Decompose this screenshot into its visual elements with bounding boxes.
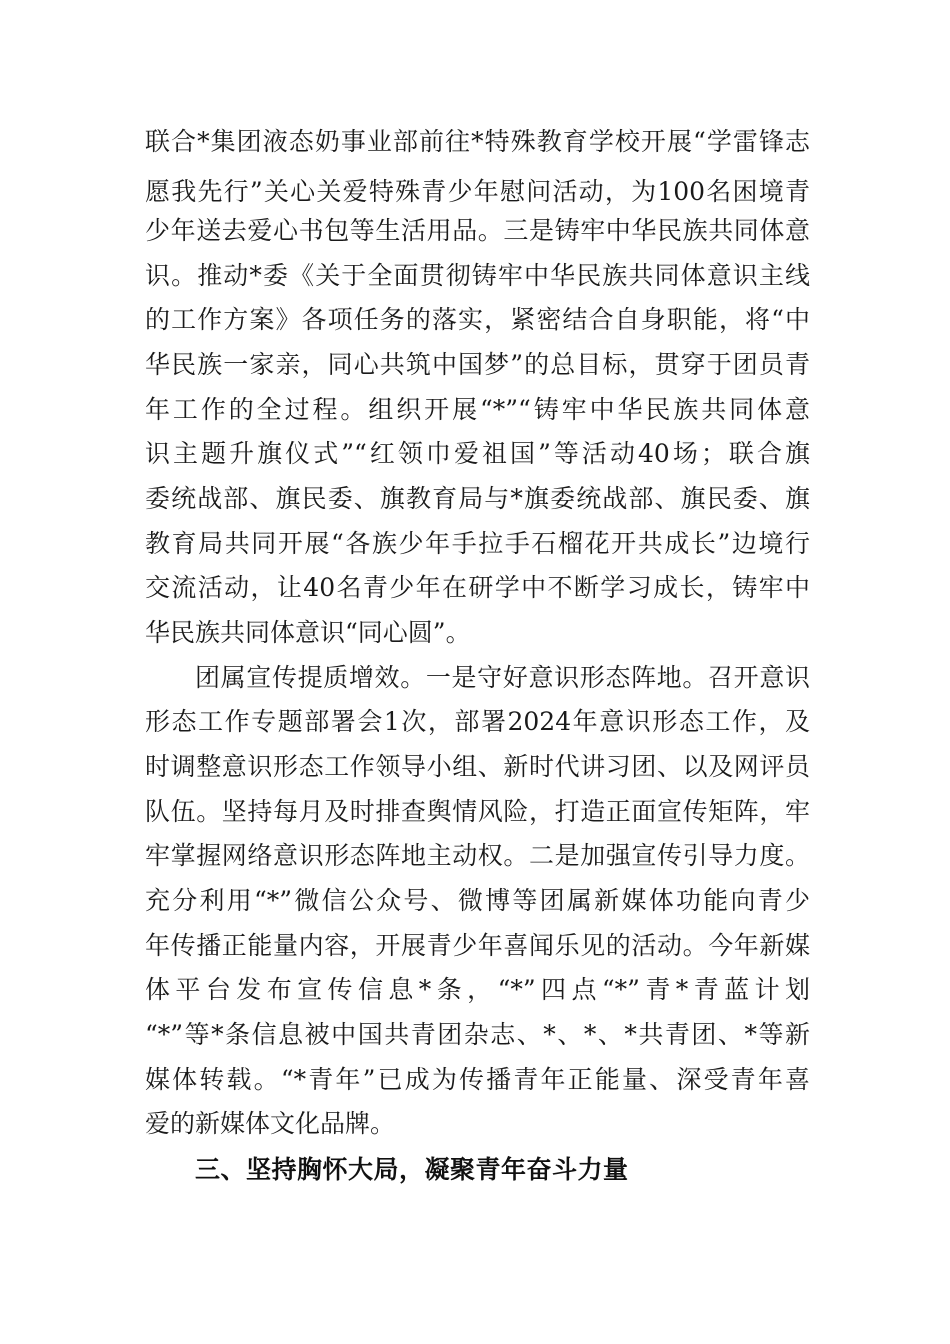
paragraph-line: 愿我先行”关心关爱特殊青少年慰问活动，为100名困境青 [145, 177, 810, 206]
paragraph-line: “*”等*条信息被中国共青团杂志、*、*、*共青团、*等新 [145, 1020, 810, 1049]
paragraph-line: 充分利用“*”微信公众号、微博等团属新媒体功能向青少 [145, 886, 810, 915]
paragraph-line: 委统战部、旗民委、旗教育局与*旗委统战部、旗民委、旗 [145, 484, 810, 513]
paragraph-line: 华民族一家亲，同心共筑中国梦”的总目标，贯穿于团员青 [145, 350, 810, 379]
paragraph-line: 爱的新媒体文化品牌。 [145, 1109, 396, 1138]
paragraph-line: 交流活动，让40名青少年在研学中不断学习成长，铸牢中 [145, 573, 810, 602]
paragraph-line: 形态工作专题部署会1次，部署2024年意识形态工作，及 [145, 707, 810, 736]
section-heading: 三、坚持胸怀大局，凝聚青年奋斗力量 [195, 1155, 629, 1184]
paragraph-line: 牢掌握网络意识形态阵地主动权。二是加强宣传引导力度。 [145, 841, 810, 870]
paragraph-line: 识。推动*委《关于全面贯彻铸牢中华民族共同体意识主线 [145, 261, 810, 290]
paragraph-line: 年传播正能量内容，开展青少年喜闻乐见的活动。今年新媒 [145, 931, 810, 960]
paragraph-line: 教育局共同开展“各族少年手拉手石榴花开共成长”边境行 [145, 529, 810, 558]
paragraph-line: 年工作的全过程。组织开展“*”“铸牢中华民族共同体意 [145, 395, 810, 424]
paragraph-line: 少年送去爱心书包等生活用品。三是铸牢中华民族共同体意 [145, 216, 810, 245]
paragraph-line: 体平台发布宣传信息*条，“*”四点“*”青*青蓝计划 [145, 975, 810, 1004]
paragraph-line: 的工作方案》各项任务的落实，紧密结合自身职能，将“中 [145, 305, 810, 334]
paragraph-line: 队伍。坚持每月及时排查舆情风险，打造正面宣传矩阵，牢 [145, 797, 810, 826]
paragraph-line: 时调整意识形态工作领导小组、新时代讲习团、以及网评员 [145, 752, 810, 781]
paragraph-line: 媒体转载。“*青年”已成为传播青年正能量、深受青年喜 [145, 1065, 810, 1094]
paragraph-line: 华民族共同体意识“同心圆”。 [145, 618, 471, 647]
paragraph-line: 团属宣传提质增效。一是守好意识形态阵地。召开意识 [195, 663, 810, 692]
paragraph-line: 联合*集团液态奶事业部前往*特殊教育学校开展“学雷锋志 [145, 127, 810, 156]
paragraph-line: 识主题升旗仪式”“红领巾爱祖国”等活动40场；联合旗 [145, 439, 810, 468]
